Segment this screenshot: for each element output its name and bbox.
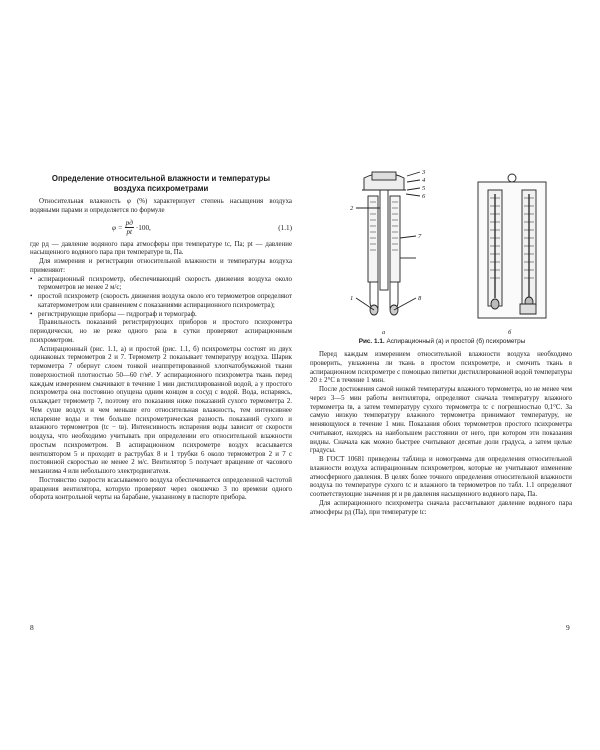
paragraph-calculation: Для аспирационного психрометра сначала рассчитывают давление водяного пара атмосферы pд (Па), при температуре tс:: [310, 499, 572, 516]
left-page: [30, 174, 292, 503]
formula-tail: ·100,: [135, 223, 151, 232]
list-item: • простой психрометр (скорость движения воздуха около его термометров определяют кататермометром или сравнением с показаниями аспирационного психрометра);: [30, 293, 292, 311]
simple-psychrometer-drawing: [478, 174, 546, 318]
label-b: б: [508, 329, 512, 336]
formula-lhs: φ =: [112, 223, 123, 232]
list-item: • регистрирующие приборы — гидрограф и термограф.: [30, 311, 292, 320]
formula-1-1: [30, 217, 292, 239]
label-a: а: [382, 329, 386, 336]
caption-text: Аспирационный (а) и простой (б) психрометры: [386, 338, 526, 345]
formula-denominator: pt: [126, 228, 133, 236]
paragraph-reading: После достижения самой низкой температуры влажного термометра, но не менее чем через 3—5 мин работы вентилятора, определяют сначала температуру влажного термометра tв, а затем температуру сухого термометра tс с погрешностью 0,1°С. За самую низкую температуру влажного термометра принимают температуру, не меняющуюся в течение 1 мин. Показания обоих термометров простого психрометра считывают, находясь на наибольшем расстоянии от него, при котором эти показания видны. Сначала как можно быстрее считывают десятые доли градуса, а затем целые градусы.: [310, 386, 572, 455]
aspiration-psychrometer-drawing: [356, 172, 420, 315]
caption-label: Рис. 1.1.: [358, 338, 385, 345]
page-number-right: 9: [566, 623, 570, 632]
paragraph-verification: Правильность показаний регистрирующих приборов и простого психрометра периодически, но не реже одного раза в сутки проверяют аспирационным психрометром.: [30, 319, 292, 344]
list-item: • аспирационный психрометр, обеспечивающий скорость движения воздуха около термометров не менее 2 м/с;: [30, 276, 292, 294]
formula-number: (1.1): [278, 223, 292, 232]
heading-line-1: Определение относительной влажности и температуры: [51, 174, 271, 183]
label-2: 2: [350, 205, 354, 212]
paragraph-definition: Относительная влажность φ (%) характеризует степень насыщения воздуха водяными парами и определяется по формуле: [30, 198, 292, 214]
label-7: 7: [418, 233, 422, 240]
figure-caption: [312, 338, 572, 345]
formula-numerator: pд: [125, 219, 133, 227]
psychrometer-figure: [312, 168, 572, 344]
label-5: 5: [422, 185, 426, 192]
paragraph-psychrometers: Аспирационный (рис. 1.1, а) и простой (рис. 1.1, б) психрометры состоят из двух одинаковых термометров 2 и 7. Термометр 2 показывает температуру воздуха. Шарик термометра 7 обернут слоем тонкой неаппретированной хлопчатобумажной ткани поверхностной плотностью 50—60 г/м². У аспирационного психрометра ткань перед каждым измерением смачивают в течение 1 мин дистиллированной водой, а у простого психрометра она постоянно опущена одним концом в сосуд с водой. Вода, испаряясь, охлаждает термометр 7, поэтому его показания ниже показаний сухого термометра 2. Чем суше воздух и чем меньше его относительная влажность, тем интенсивнее испарение воды и тем больше психрометрическая разность показаний сухого и влажного термометров (tс − tв). Интенсивность испарения воды зависит от скорости воздуха, что необходимо учитывать при определении его относительной влажности простым психрометром. В аспирационном психрометре воздух всасывается вентилятором 5 и проходит в раструбах 8 и 1 трубки 6 около термометров 2 и 7 с постоянной скоростью не менее 2 м/с. Вентилятор 5 получает вращение от часового механизма 4 или небольшого электродвигателя.: [30, 345, 292, 475]
section-heading: [30, 174, 292, 194]
page-number-left: 8: [30, 623, 34, 632]
paragraph-preparation: Перед каждым измерением относительной влажности воздуха необходимо проверить, увлажнена ли ткань в простом психрометре, и смочить ткань в аспирационном психрометре с помощью пипетки дистиллированной водой температуры 20 ± 2°С в течение 1 мин.: [310, 351, 572, 385]
right-page-text: [310, 351, 572, 517]
label-1: 1: [350, 295, 354, 302]
instrument-list: [30, 276, 292, 320]
paragraph-gost: В ГОСТ 10681 приведены таблица и номограмма для определения относительной влажности воздуха аспирационным психрометром, которые не учитывают изменение атмосферного давления. В целях более точного определения относительной влажности воздуха по температуре сухого tс и влажного tв термометров по табл. 1.1 определяют соответствующие значения pt и pв давления насыщенного водяного пара, Па.: [310, 456, 572, 498]
heading-line-2: воздуха психрометрами: [113, 184, 209, 193]
label-8: 8: [418, 295, 422, 302]
paragraph-fan-speed: Постоянство скорости всасываемого воздуха обеспечивается определенной частотой вращения вентилятора, которую проверяют через окошечко 3 по времени одного оборота контрольной черты на барабане, указанному в паспорте прибора.: [30, 476, 292, 502]
paragraph-instruments: Для измерения и регистрации относительной влажности и температуры воздуха применяют:: [30, 258, 292, 274]
paragraph-where: где pд — давление водяного пара атмосферы при температуре tс, Па; pt — давление насыщенного водяного пара при температуре tв, Па.: [30, 240, 292, 257]
label-4: 4: [422, 177, 426, 184]
label-3: 3: [422, 169, 426, 176]
label-6: 6: [422, 193, 426, 200]
